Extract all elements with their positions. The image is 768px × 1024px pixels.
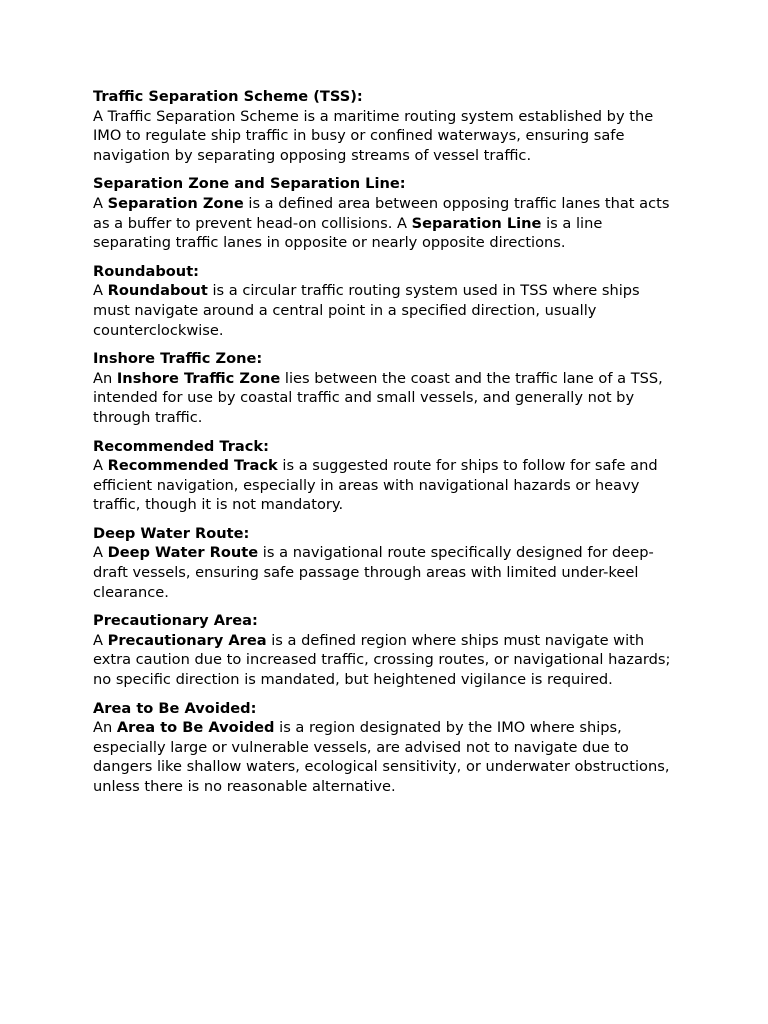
section-roundabout	[93, 262, 678, 340]
body-text: lies between the coast and the traffic lane of a TSS, intended for use by coastal traffic and small vessels, and generally not by through traffic.	[93, 369, 663, 426]
body-text: A Traffic Separation Scheme is a maritime routing system established by the IMO to regulate ship traffic in busy or confined waterways, ensuring safe navigation by separating opposing streams of vessel traffic.	[93, 107, 654, 164]
section-heading: Recommended Track:	[93, 437, 269, 455]
body-text: is a navigational route specifically designed for deep-draft vessels, ensuring safe passage through areas with limited under-keel clearance.	[93, 544, 654, 601]
body-text: A	[93, 544, 108, 562]
body-text: is a defined area between opposing traffic lanes that acts as a buffer to prevent head-on collisions. A	[93, 194, 670, 232]
section-tss	[93, 87, 678, 165]
section-inshore-traffic-zone	[93, 349, 678, 427]
term-bold: Precautionary Area	[107, 631, 267, 649]
body-text: A	[93, 631, 108, 649]
section-area-to-be-avoided	[93, 699, 678, 797]
term-bold: Separation Line	[411, 214, 542, 232]
term-bold: Separation Zone	[107, 194, 244, 212]
body-text: An	[93, 369, 117, 387]
body-text: is a line separating traffic lanes in opposite or nearly opposite directions.	[93, 214, 603, 252]
body-text: is a defined region where ships must navigate with extra caution due to increased traffic, crossing routes, or navigational hazards; no specific direction is mandated, but heightened vigilance is required.	[93, 631, 671, 689]
section-heading: Traffic Separation Scheme (TSS):	[93, 88, 363, 105]
body-text: An	[93, 719, 117, 737]
section-heading: Separation Zone and Separation Line:	[93, 175, 406, 193]
section-separation-zone	[93, 174, 678, 252]
section-body	[93, 543, 678, 602]
body-text: is a circular traffic routing system used in TSS where ships must navigate around a central point in a specified direction, usually counterclockwise.	[93, 282, 640, 339]
section-body	[93, 107, 678, 166]
section-heading: Precautionary Area:	[93, 612, 258, 630]
section-body	[93, 631, 678, 690]
section-heading: Deep Water Route:	[93, 524, 250, 542]
section-precautionary-area	[93, 611, 678, 689]
section-heading: Roundabout:	[93, 262, 200, 280]
section-body	[93, 194, 678, 253]
section-body	[93, 718, 678, 796]
section-deep-water-route	[93, 524, 678, 602]
term-bold: Recommended Track	[107, 457, 278, 475]
section-recommended-track	[93, 437, 678, 515]
section-body	[93, 369, 678, 428]
term-bold: Area to Be Avoided	[116, 719, 275, 737]
section-body	[93, 281, 678, 340]
section-heading: Area to Be Avoided:	[93, 699, 257, 717]
body-text: A	[93, 457, 108, 475]
body-text: A	[93, 194, 108, 212]
section-body	[93, 456, 678, 515]
body-text: A	[93, 282, 108, 300]
section-heading: Inshore Traffic Zone:	[93, 350, 263, 368]
body-text: is a suggested route for ships to follow for safe and efficient navigation, especially in areas with navigational hazards or heavy traffic, though it is not mandatory.	[93, 457, 658, 514]
term-bold: Inshore Traffic Zone	[116, 369, 281, 387]
body-text: is a region designated by the IMO where ships, especially large or vulnerable vessels, are advised not to navigate due to dangers like shallow waters, ecological sensitivity, or underwater obstructions, unless there is no reasonable alternative.	[93, 719, 670, 795]
term-bold: Roundabout	[107, 282, 208, 300]
term-bold: Deep Water Route	[107, 544, 259, 562]
